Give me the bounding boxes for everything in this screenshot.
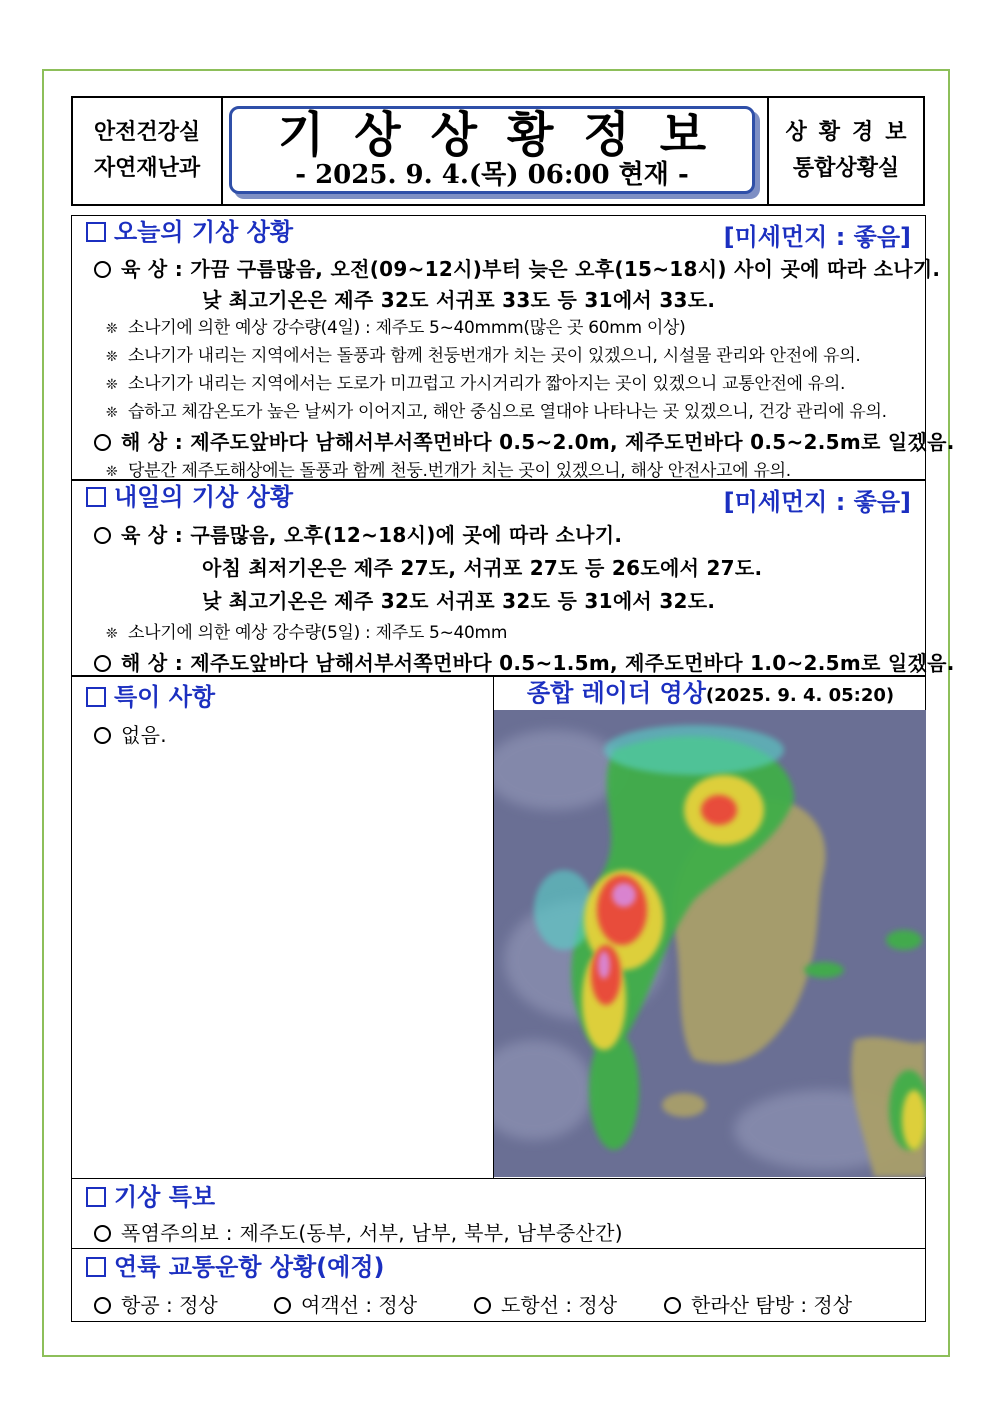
checkbox-icon xyxy=(86,687,106,707)
tomorrow-min-temp: 아침 최저기온은 제주 27도, 서귀포 27도 등 26도에서 27도. xyxy=(202,556,763,580)
report-datetime: - 2025. 9. 4.(목) 06:00 현재 - xyxy=(295,160,689,190)
today-note-3: ❊ 소나기가 내리는 지역에서는 도로가 미끄럽고 가시거리가 짧아지는 곳이 있겠으니 교통안전에 유의. xyxy=(106,374,846,394)
circle-bullet-icon xyxy=(94,1225,111,1242)
note-mark-icon: ❊ xyxy=(106,464,118,480)
traffic-air: 항공 : 정상 xyxy=(94,1289,218,1318)
today-dust: [미세먼지 : 좋음] xyxy=(723,223,911,251)
circle-bullet-icon xyxy=(94,434,111,451)
office-block xyxy=(767,98,923,204)
today-title: 오늘의 기상 상황 xyxy=(86,217,293,247)
checkbox-icon xyxy=(86,1257,106,1277)
note-mark-icon: ❊ xyxy=(106,626,118,642)
special-title: 특이 사항 xyxy=(86,682,215,712)
tomorrow-land: 육 상 : 구름많음, 오후(12~18시)에 곳에 따라 소나기. xyxy=(94,519,622,548)
circle-bullet-icon xyxy=(274,1297,291,1314)
checkbox-icon xyxy=(86,1187,106,1207)
department-line1: 안전건강실 xyxy=(93,120,201,145)
note-mark-icon: ❊ xyxy=(106,349,118,365)
circle-bullet-icon xyxy=(94,655,111,672)
radar-time: (2025. 9. 4. 05:20) xyxy=(705,685,895,706)
radar-title: 종합 레이더 영상(2025. 9. 4. 05:20) xyxy=(526,679,895,707)
traffic-island-ferry: 도항선 : 정상 xyxy=(474,1289,617,1318)
radar-panel xyxy=(493,676,926,1178)
tomorrow-dust: [미세먼지 : 좋음] xyxy=(723,488,911,516)
traffic-hallasan: 한라산 탐방 : 정상 xyxy=(664,1289,852,1318)
special-item: 없음. xyxy=(94,719,167,748)
note-mark-icon: ❊ xyxy=(106,377,118,393)
traffic-title: 연륙 교통운항 상황(예정) xyxy=(86,1252,385,1282)
tomorrow-section xyxy=(71,480,955,676)
traffic-ferry: 여객선 : 정상 xyxy=(274,1289,417,1318)
tomorrow-max-temp: 낮 최고기온은 제주 32도 서귀포 32도 등 31에서 32도. xyxy=(202,589,716,613)
circle-bullet-icon xyxy=(664,1297,681,1314)
warning-item: 폭염주의보 : 제주도(동부, 서부, 남부, 북부, 남부중산간) xyxy=(94,1217,623,1246)
radar-image xyxy=(494,710,926,1177)
checkbox-icon xyxy=(86,487,106,507)
tomorrow-title: 내일의 기상 상황 xyxy=(86,482,293,512)
circle-bullet-icon xyxy=(474,1297,491,1314)
page-title: 기상상황정보 xyxy=(277,107,737,163)
circle-bullet-icon xyxy=(94,727,111,744)
office-line1: 상황경보 xyxy=(785,120,919,145)
warning-title: 기상 특보 xyxy=(86,1182,215,1212)
department-line2: 자연재난과 xyxy=(93,156,201,181)
circle-bullet-icon xyxy=(94,261,111,278)
today-land-temp: 낮 최고기온은 제주 32도 서귀포 33도 등 31에서 33도. xyxy=(202,288,716,312)
traffic-section xyxy=(71,1248,926,1322)
today-section xyxy=(71,215,955,481)
today-sea-note: ❊ 당분간 제주도해상에는 돌풍과 함께 천둥.번개가 치는 곳이 있겠으니, 해상 안전사고에 유의. xyxy=(106,461,791,481)
header xyxy=(71,96,925,206)
today-land: 육 상 : 가끔 구름많음, 오전(09~12시)부터 늦은 오후(15~18시) 사이 곳에 따라 소나기. xyxy=(94,253,940,282)
tomorrow-note: ❊ 소나기에 의한 예상 강수량(5일) : 제주도 5~40mm xyxy=(106,623,508,643)
today-note-1: ❊ 소나기에 의한 예상 강수량(4일) : 제주도 5~40mmm(많은 곳 60mm 이상) xyxy=(106,318,686,338)
department-block xyxy=(73,98,223,204)
circle-bullet-icon xyxy=(94,527,111,544)
note-mark-icon: ❊ xyxy=(106,321,118,337)
note-mark-icon: ❊ xyxy=(106,405,118,421)
office-line2: 통합상황실 xyxy=(792,156,900,181)
circle-bullet-icon xyxy=(94,1297,111,1314)
today-note-4: ❊ 습하고 체감온도가 높은 날씨가 이어지고, 해안 중심으로 열대야 나타나는 곳 있겠으니, 건강 관리에 유의. xyxy=(106,402,887,422)
today-sea: 해 상 : 제주도앞바다 남해서부서쪽먼바다 0.5~2.0m, 제주도먼바다 0.5~2.5m로 일겠음. xyxy=(94,426,955,455)
warning-section xyxy=(71,1178,926,1249)
title-box xyxy=(229,106,755,194)
today-note-2: ❊ 소나기가 내리는 지역에서는 돌풍과 함께 천둥번개가 치는 곳이 있겠으니, 시설물 관리와 안전에 유의. xyxy=(106,346,861,366)
tomorrow-sea: 해 상 : 제주도앞바다 남해서부서쪽먼바다 0.5~1.5m, 제주도먼바다 1.0~2.5m로 일겠음. xyxy=(94,647,955,676)
checkbox-icon xyxy=(86,222,106,242)
